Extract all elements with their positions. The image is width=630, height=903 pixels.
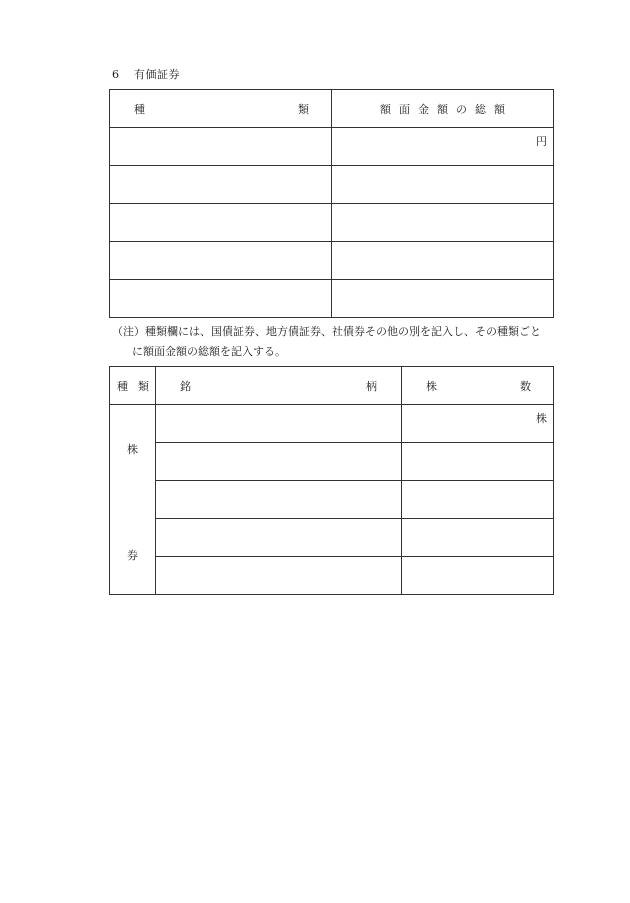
shares-cell[interactable]	[402, 481, 554, 519]
kind-header-char-2: 類	[138, 379, 149, 393]
amount-cell[interactable]	[332, 128, 554, 166]
section-title: 有価証券	[134, 68, 180, 81]
kind-cell[interactable]	[110, 166, 332, 204]
amount-cell[interactable]	[332, 204, 554, 242]
stock-kind-char-2: 券	[127, 549, 138, 562]
amount-cell[interactable]	[332, 280, 554, 318]
kind-header-char-1: 種	[134, 102, 145, 116]
kind-header-char-1: 種	[117, 379, 128, 393]
brand-cell[interactable]	[156, 557, 402, 595]
kind-cell[interactable]	[110, 242, 332, 280]
table-row	[110, 280, 554, 318]
brand-header-char-1: 銘	[180, 379, 191, 393]
table-row	[110, 405, 554, 443]
stock-kind-char-1: 株	[127, 443, 138, 456]
kind-cell[interactable]	[110, 128, 332, 166]
brand-header-char-2: 柄	[366, 379, 377, 393]
kind-header	[110, 90, 332, 128]
note-line-1: （注）種類欄には、国債証券、地方債証券、社債券その他の別を記入し、その種類ごと	[112, 325, 541, 338]
amount-header-label: 額面金額の総額	[380, 102, 513, 116]
table-row	[110, 557, 554, 595]
shares-cell[interactable]	[402, 557, 554, 595]
shares-cell[interactable]	[402, 519, 554, 557]
table-row	[110, 519, 554, 557]
shares-header	[402, 367, 554, 405]
table-row	[110, 204, 554, 242]
kind-header-char-2: 類	[298, 102, 309, 116]
brand-cell[interactable]	[156, 443, 402, 481]
kind-header	[110, 367, 156, 405]
table-row	[110, 166, 554, 204]
amount-cell[interactable]	[332, 166, 554, 204]
table-header-row	[110, 90, 554, 128]
brand-header	[156, 367, 402, 405]
table-row	[110, 443, 554, 481]
section-heading	[112, 66, 180, 82]
kind-cell[interactable]	[110, 204, 332, 242]
brand-cell[interactable]	[156, 519, 402, 557]
brand-cell[interactable]	[156, 481, 402, 519]
brand-cell[interactable]	[156, 405, 402, 443]
stock-shares-table	[109, 366, 554, 595]
amount-header	[332, 90, 554, 128]
kind-cell[interactable]	[110, 280, 332, 318]
table-header-row	[110, 367, 554, 405]
table-row	[110, 481, 554, 519]
yen-unit: 円	[536, 135, 547, 148]
section-number: 6	[112, 68, 120, 81]
table-row	[110, 242, 554, 280]
shares-unit: 株	[536, 412, 547, 425]
shares-cell[interactable]	[402, 405, 554, 443]
shares-cell[interactable]	[402, 443, 554, 481]
note-text	[112, 322, 562, 362]
amount-cell[interactable]	[332, 242, 554, 280]
securities-amount-table	[109, 89, 554, 318]
table-row	[110, 128, 554, 166]
shares-header-char-1: 株	[426, 379, 437, 393]
shares-header-char-2: 数	[520, 379, 531, 393]
stock-kind-cell	[110, 405, 156, 595]
note-line-2: に額面金額の総額を記入する。	[132, 345, 286, 358]
